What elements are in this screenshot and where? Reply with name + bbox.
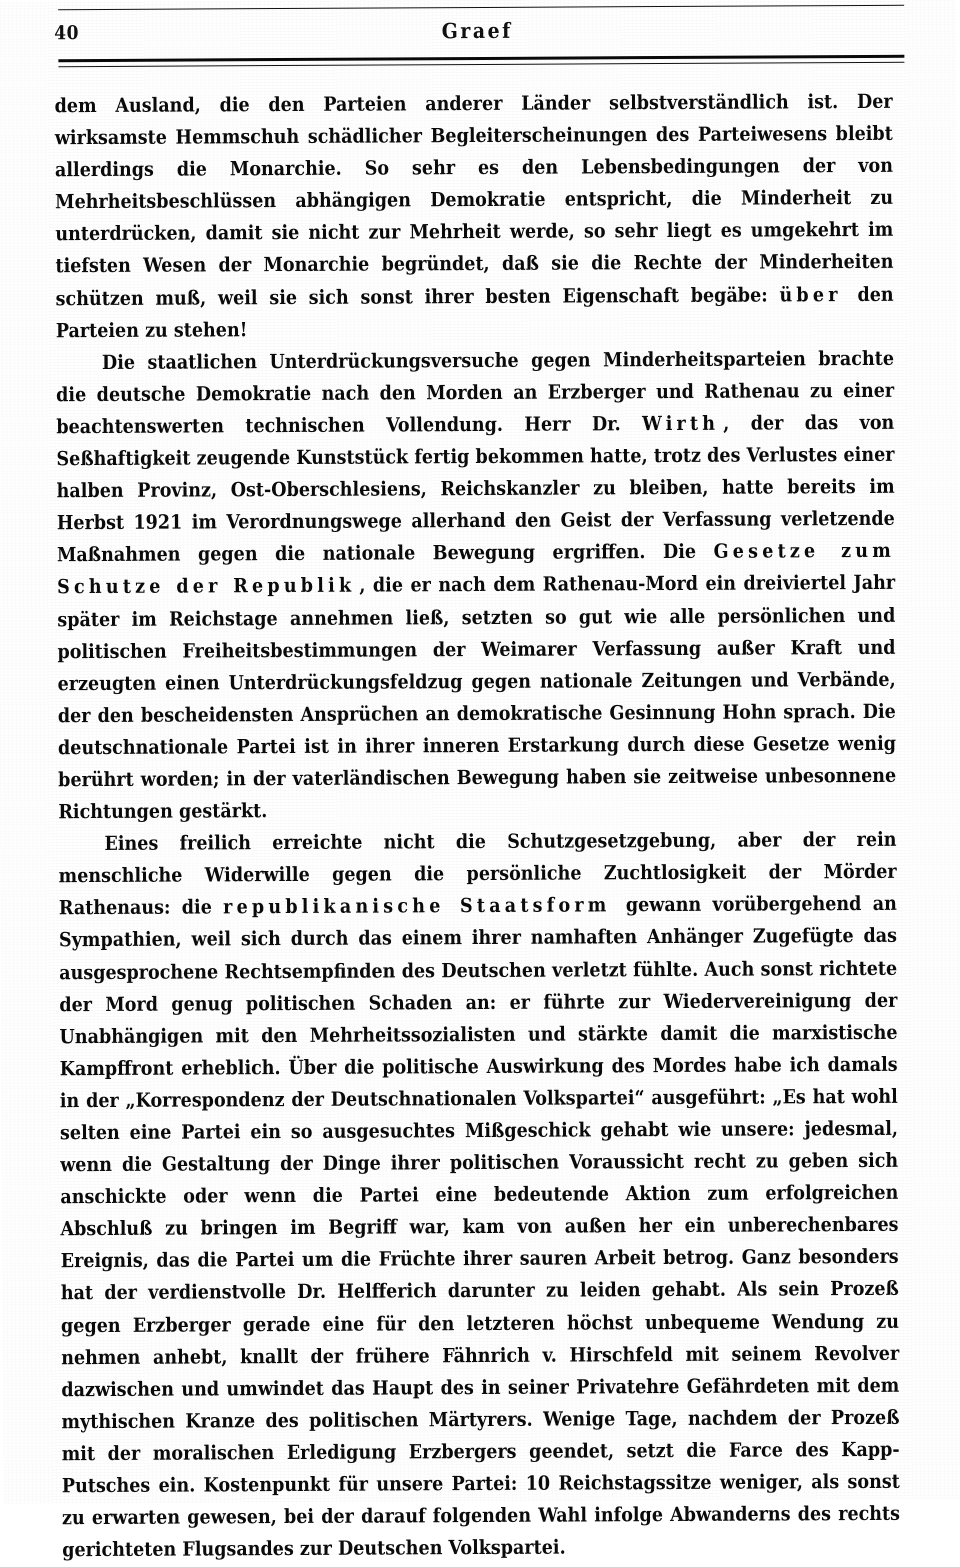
body-text-block — [55, 86, 901, 1567]
running-head — [54, 16, 900, 54]
running-head-title: Graef — [441, 17, 513, 44]
top-rule — [58, 5, 904, 10]
page-number: 40 — [54, 22, 80, 45]
paragraph: Die staatlichen Unterdrückungsversuche gegen Minderheitsparteien brachte die deutsche Demokratie nach den Morden an Erzberger und Rathenau zu einer beachtenswerten technischen Vollendung. Herr Dr. Wirth , der das von Seßhaftigkeit zeugende Kunststück fertig bekommen hatte, trotz des Verlustes einer halben Provinz, Ost-Oberschlesiens, Reichskanzler zu bleiben, hatte bereits im Herbst 1921 im Verordnungswege allerhand den Geist der Verfassung verletzende Maßnahmen gegen die nationale Bewegung ergriffen. Die Gesetze zum Schutze der Republik , die er nach dem Rathenau-Mord ein dreiviertel Jahr später im Reichstage annehmen ließ, setzten so gut wie alle persönlichen und politischen Freiheitsbestimmungen der Weimarer Verfassung außer Kraft und erzeugten einen Unterdrückungsfeldzug gegen nationale Zeitungen und Verbände, der den bescheidensten Ansprüchen an demokratische Gesinnung Hohn sprach. Die deutschnationale Partei ist in ihrer inneren Erstarkung durch diese Gesetze wenig berührt worden; in der vaterländischen Bewegung haben sie zeitweise unbesonnene Richtungen gestärkt. — [56, 346, 897, 824]
letterspaced-emphasis: republikanische Staatsform — [223, 893, 611, 919]
letterspaced-emphasis: Gesetze zum Schutze der Republik — [57, 539, 896, 599]
letterspaced-emphasis: über — [779, 282, 842, 306]
paragraph: dem Ausland, die den Parteien anderer Länder selbstverständlich ist. Der wirksamste Hemmschuh schädlicher Begleiterscheinungen des Parteiwesens bleibt allerdings die Monarchie. So sehr es den Lebensbedingungen der von Mehrheitsbeschlüssen abhängigen Demokratie entspricht, die Minderheit zu unterdrücken, damit sie nicht zur Mehrheit werde, so sehr liegt es umgekehrt im tiefsten Wesen der Monarchie begründet, daß sie die Rechte der Minderheiten schützen muß, weil sie sich sonst ihrer besten Eigenschaft begäbe: über den Parteien zu stehen! — [54, 89, 894, 342]
paragraph: Eines freilich erreichte nicht die Schutzgesetzgebung, aber der rein menschliche Widerwille gegen die persönliche Zuchtlosigkeit der Mörder Rathenaus: die republikanische Staatsform gewann vorübergehend an Sympathien, weil sich durch das einem ihrer namhaften Anhänger Zugefügte das ausgesprochene Rechtsempfinden des Deutschen verletzt fühlte. Auch sonst richtete der Mord genug politischen Schaden an: er führte zur Wiedervereinigung der Unabhängigen mit den Mehrheitssozialisten und stärkte damit die marxistische Kampffront erheblich. Über die politische Auswirkung des Mordes habe ich damals in der „Korrespondenz der Deutschnationalen Volkspartei“ ausgeführt: „Es hat wohl selten eine Partei ein so ausgesuchtes Mißgeschick gehabt wie unsere: jedesmal, wenn die Gestaltung der Dinge ihrer politischen Voraussicht recht zu geben sich anschickte oder wenn die Partei eine bedeutende Aktion zum erfolgreichen Abschluß zu bringen im Begriff war, kam von außen her ein unberechenbares Ereignis, das die Partei um die Früchte ihrer sauren Arbeit betrog. Ganz besonders hat der verdienstvolle Dr. Helfferich darunter zu leiden gehabt. Als sein Prozeß gegen Erzberger gerade eine für den letzteren höchst unbequeme Wendung zu nehmen anhebt, knallt der frühere Fähnrich v. Hirschfeld mit seinem Revolver dazwischen und umwindet das Haupt des in seiner Privatehre Gefährdeten mit dem mythischen Kranze des politischen Märtyrers. Wenige Tage, nachdem der Prozeß mit der moralischen Erledigung Erzbergers geendet, setzt die Farce des Kapp-Putsches ein. Kostenpunkt für unsere Partei: 10 Reichstagssitze weniger, als sonst zu erwarten gewesen, bei der darauf folgenden Wahl infolge Abwanderns des rechts gerichteten Flugsandes zur Deutschen Volkspartei. — [58, 827, 901, 1562]
header-rule-thin — [58, 62, 904, 67]
letterspaced-emphasis: Wirth — [642, 411, 720, 436]
header-rule-thick — [58, 55, 904, 62]
